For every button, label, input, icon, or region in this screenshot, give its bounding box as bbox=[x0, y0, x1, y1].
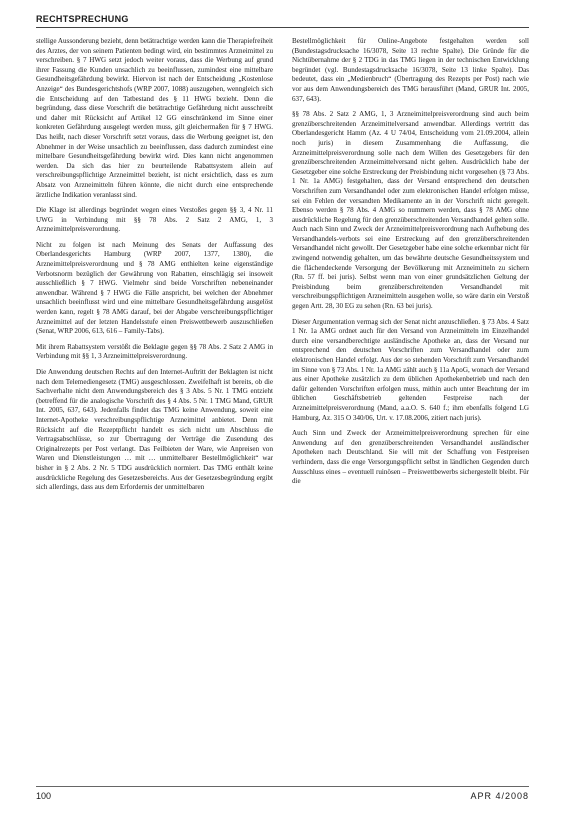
right-column bbox=[292, 37, 529, 493]
paragraph: Nicht zu folgen ist nach Meinung des Senats der Auffassung des Oberlandesgerichts Hamburg (WRP 2007, 1377, 1380), die Arzneimittelpreisverordnung und § 78 AMG enthielten keine eigenständige Verbotsnorm bezüglich der Gewährung von Rabatten, einschlägig sei insoweit ausschließlich § 7 HWG. Vielmehr sind beide Vorschriften nebeneinander anwendbar. Während § 7 HWG die Fälle anspricht, bei welchen der Abnehmer unsachlich beeinflusst wird und eine mittelbare Gesundheitsgefährdung ausgelöst werden kann, regelt § 78 AMG darauf, bei der Abgabe verschreibungspflichtiger Arzneimittel auf der letzten Handelsstufe einen Preiswettbewerb auszuschließen (Senat, WRP 2006, 613, 616 – Family-Tabs). bbox=[36, 240, 273, 336]
paragraph: Mit ihrem Rabattsystem verstößt die Beklagte gegen §§ 78 Abs. 2 Satz 2 AMG in Verbindung mit §§ 1, 3 Arzneimittelpreisverordnung. bbox=[36, 342, 273, 361]
paragraph: Bestellmöglichkeit für Online-Angebote festgehalten werden soll (Bundestagsdrucksache 16/3078, Seite 13 rechte Spalte). Die Gründe für die Nichtübernahme der § 2 TDG in das TMG liegen in der technischen Entwicklung begründet (vgl. Bundestagsdrucksache 16/3078, Seite 13 linke Spalte). Das bedeutet, dass ein „Medienbruch“ (Übertragung des Rezepts per Post) nach wie vor aus dem Anwendungsbereich des TMG herausführt (Mand, GRUR Int. 2005, 637, 643). bbox=[292, 37, 529, 103]
paragraph: Die Klage ist allerdings begründet wegen eines Verstoßes gegen §§ 3, 4 Nr. 11 UWG in Verbindung mit §§ 78 Abs. 2 Satz 2 AMG, 1, 3 Arzneimittelpreisverordnung. bbox=[36, 206, 273, 234]
left-column bbox=[36, 37, 273, 499]
page-number: 100 bbox=[36, 791, 52, 801]
paragraph: Die Anwendung deutschen Rechts auf den Internet-Auftritt der Beklagten ist nicht nach dem Telemediengesetz (TMG) ausgeschlossen. Zweifelhaft ist bereits, ob die Sachverhalte nicht dem Anwendungsbereich des § 3 Abs. 5 Nr. 1 TMG entzieht (betreffend für die analogische Vorschrift des § 4 Abs. 5 Nr. 1 TMG Mand, GRUR Int. 2005, 637, 643). Jedenfalls findet das TMG keine Anwendung, soweit eine Internet-Apotheke verschreibungspflichtige Arzneimittel anbietet. Denn mit Rücksicht auf die Rezeptpflicht handelt es sich nicht um Abschluss die Vertragsabschlüsse, so zur Übertragung der Verträge die Zusendung des Originalrezepts per Post verlangt. Das Feilbieten der Ware, wie Anpreisen von Waren und Dienstleistungen … mit … unmittelbarer Bestellmöglichkeit“ war bisher in § 2 Abs. 2 Nr. 5 TDG ausdrücklich normiert. Das TMG enthält keine ausdrückliche Regelung des Gesetzesbereichs. Aus der Gesetzesbegründung ergibt sich allerdings, dass aus dem Erfordernis der unmittelbaren bbox=[36, 368, 273, 492]
section-header: RECHTSPRECHUNG bbox=[36, 14, 129, 24]
paragraph: Auch Sinn und Zweck der Arzneimittelpreisverordnung sprechen für eine Anwendung auf den grenzüberschreitenden Versandhandel ausländischer Apotheken nach Deutschland. Sie will mit der Schaffung von Festpreisen verhindern, dass die enge Versorgungspflicht selbst in ländlichen Gegenden durch Ausschluss eines – eventuell ruinösen – Preiswettbewerbs sichergestellt bleibt. Für die bbox=[292, 429, 529, 486]
header-divider bbox=[36, 27, 529, 28]
journal-issue: APR 4/2008 bbox=[470, 791, 529, 801]
paragraph: §§ 78 Abs. 2 Satz 2 AMG, 1, 3 Arzneimittelpreisverordnung sind auch beim grenzüberschreitenden Arzneimittelversand anwendbar. Allerdings vertritt das Oberlandesgericht Hamm (Az. 4 U 74/04, Entscheidung vom 21.09.2004, allein noch juris) in diesem Zusammenhang die Auffassung, die Arzneimittelpreisverordnung solle nach dem Willen des Gesetzgebers für den grenzüberschreitenden Arzneimittelversand nicht gelten. Ausdrücklich habe der Gesetzgeber eine solche Erstreckung der Preisbindung nicht vorgesehen (§ 73 Abs. 1 Nr. 1a AMG) festgehalten, dass der Versand entsprechend den deutschen Vorschriften zum Versandhandel oder zum elektronischen Handel erfolgen müsse, sei ein Fehlen der versandten Medikamente an in der Vorschrift nicht geregelt. Ebenso werden § 78 Abs. 4 AMG so nummern werden, dass § 78 AMG ohne ausdrückliche Regelung für den grenzüberschreitenden Versandhandel gelten solle. Auch nach Sinn und Zweck der Arzneimittelpreisverordnung nach Aufhebung des Versandhandels-verbots sei eine Erstreckung auf den grenzüberschreitenden Versandhandel nicht gewollt. Der Gesetzgeber habe eine solche erkennbar nicht für zwingend notwendig gehalten, um das bewährte deutsche Gesundheitssystem und die flächendeckende Versorgung der Bevölkerung mit Arzneimitteln zu sichern (Rn. 57 ff. bei juris). Selbst wenn man von einer grundsätzlichen Geltung der Preisbindung beim grenzüberschreitenden Versandhandel mit verschreibungspflichtigen Arzneimitteln ausgehen wolle, so wäre darin ein Verstoß gegen Artt. 28, 30 EG zu sehen (Rn. 63 bei juris). bbox=[292, 110, 529, 311]
footer-divider bbox=[36, 786, 529, 787]
paragraph: Dieser Argumentation vermag sich der Senat nicht anzuschließen. § 73 Abs. 4 Satz 1 Nr. 1a AMG ordnet auch für den Versand von Arzneimitteln im Einzelhandel durch eine versandberechtigte ausländische Apotheke an, dass der Versand nur entsprechend den deutschen Vorschriften zum Versandhandel oder zum elektronischen Handel erfolgt. Aus der so stehenden Vorschrift zum Versandhandel im Sinne von § 73 Abs. 1 Nr. 1a AMG zählt auch § 11a ApoG, wonach der Versand aus einer Apotheke zusätzlich zu dem üblichen Apothekenbetrieb und nach den dafür geltenden Vorschriften erfolgen muss, mithin auch unter Beachtung der im üblichen Geschäftsbetrieb geltenden Festpreise nach der Arzneimittelpreisverordnung (Mand, a.a.O. S. 640 f.; ihm ebenfalls folgend LG Hamburg, Az. 315 O 340/06, Urt. v. 17.08.2006, zitiert nach juris). bbox=[292, 317, 529, 422]
paragraph: stellige Aussonderung bezieht, denn betätrachtige werden kann die Therapiefreiheit des Arztes, der von seinem Patienten bedingt wird, ein bestimmtes Arzneimittel zu verschreiben. § 7 HWG setzt jedoch weiter voraus, dass die Werbung auf grund ihrer Fassung die Kunden unsachlich zu beeinflussen, zumindest eine mittelbare Gesundheitsgefährdung bewirkt. Hiervon ist nach der Entscheidung „Kostenlose Anzeige“ des Bundesgerichtshofs (WRP 2007, 1088) auszugehen, wenngleich sich die Entscheidung auf den Tatbestand des § 11 HWG bezieht. Denn die begründung, dass diese Vorschrift die betätrachtige Gefährdung nicht ausschreibt und daher mit Rücksicht auf Artikel 12 GG einschränkend im Sinne einer konkreten Gefährdung ausgelegt werden muss, gilt gleichermaßen für § 7 HWG. Das heißt, nach dieser Vorschrift setzt voraus, dass die Werbung geeignet ist, den Abnehmer in der Weise unsachlich zu beeinflussen, dass dadurch zumindest eine mittelbare Gesundheitsgefährdung bewirkt wird. Dies kann nicht angenommen werden. Da sich das hier zu beurteilende Rabattsystem allein auf verschreibungspflichtige Arzneimittel bezieht, ist nicht ersichtlich, dass es zum Absatz von Arzneimitteln führen könnte, die nicht durch eine entsprechende ärztliche Indikation veranlasst sind. bbox=[36, 37, 273, 199]
